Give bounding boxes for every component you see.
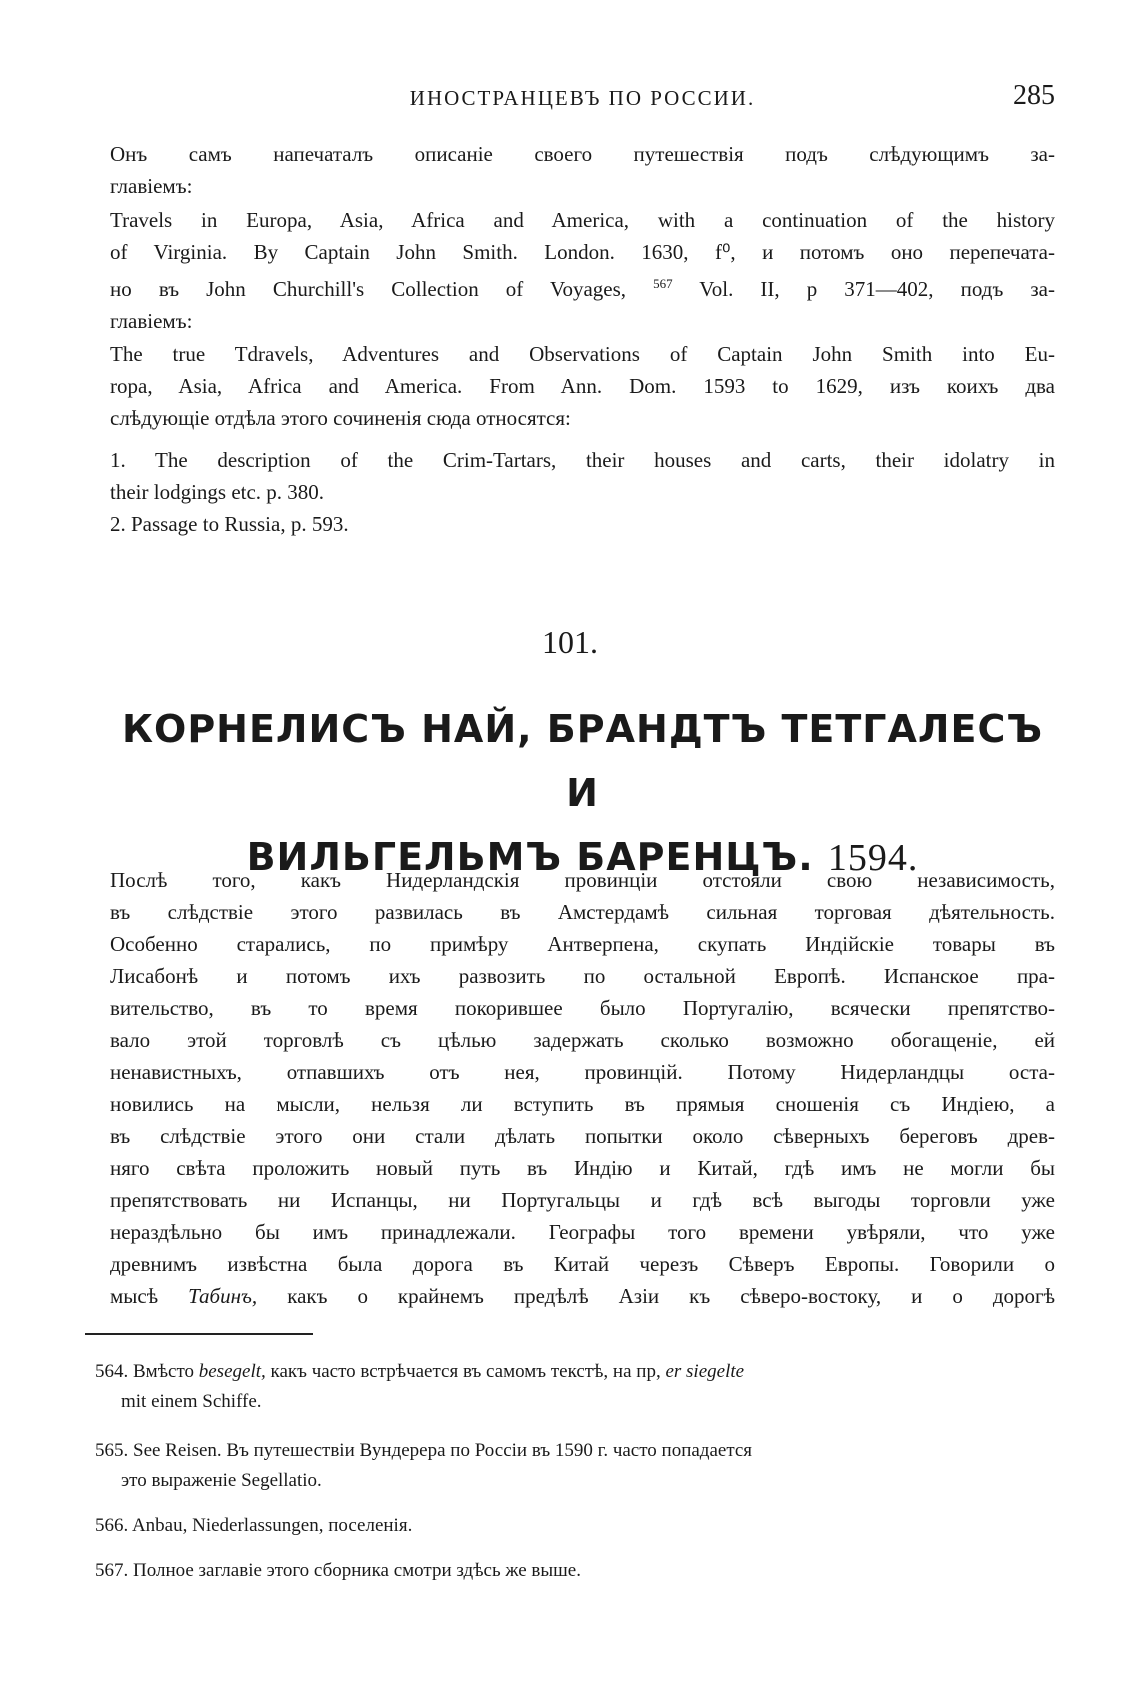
italic-term: Табинъ, <box>188 1284 258 1308</box>
section-year: 1594. <box>827 837 919 879</box>
text-line <box>110 1280 1055 1312</box>
english-title-2 <box>110 338 1055 434</box>
footnote-rule <box>85 1333 313 1335</box>
text-line: новились на мысли, нельзя ли вступить въ прямыя сношенія съ Индіею, а <box>110 1092 1055 1116</box>
footnote-line: 567. Полное заглавіе этого сборника смотри здѣсь же выше. <box>95 1560 581 1581</box>
page-header <box>110 80 1055 120</box>
text-line: ненавистныхъ, отпавшихъ отъ нея, провинцій. Потому Нидерландцы оста- <box>110 1060 1055 1084</box>
contents-list <box>110 444 1055 540</box>
text-line: вительство, въ то время покорившее было Португалію, всячески препятство- <box>110 996 1055 1020</box>
footnote-566 <box>95 1511 1055 1541</box>
text-line: ropa, Asia, Africa and America. From Ann. Dom. 1593 to 1629, изъ коихъ два <box>110 374 1055 398</box>
text-line: въ слѣдствіе этого развилась въ Амстердамѣ сильная торговая дѣятельность. <box>110 900 1055 924</box>
text-line: главіемъ: <box>110 309 193 333</box>
text-line: of Virginia. By Captain John Smith. London. 1630, f⁰, и потомъ оно перепечата- <box>110 240 1055 264</box>
section-title-names: ВИЛЬГЕЛЬМЪ БАРЕНЦЪ. <box>246 835 814 879</box>
text-line: вало этой торговлѣ съ цѣлью задержать сколько возможно обогащеніе, ей <box>110 1028 1055 1052</box>
text-line: нераздѣльно бы имъ принадлежали. Географы того времени увѣряли, что уже <box>110 1220 1055 1244</box>
text-fragment: но въ John Churchill's Collection of Voyages, <box>110 277 627 301</box>
section-title-line: КОРНЕЛИСЪ НАЙ, БРАНДТЪ ТЕТГАЛЕСЪ И <box>121 707 1044 815</box>
text-fragment: Vol. II, p 371—402, подъ за- <box>699 277 1055 301</box>
text-line <box>110 268 1055 305</box>
footnote-line: это выраженіе Segellatio. <box>121 1470 322 1491</box>
text-fragment: мысѣ <box>110 1284 159 1308</box>
text-line: слѣдующіе отдѣла этого сочиненія сюда относятся: <box>110 406 571 430</box>
footnote-line: 566. Anbau, Niederlassungen, поселенія. <box>95 1515 413 1536</box>
italic-term: besegelt, <box>198 1361 266 1382</box>
english-title-1 <box>110 204 1055 337</box>
text-line: Travels in Europa, Asia, Africa and America, with a continuation of the history <box>110 208 1055 232</box>
list-item: 1. The description of the Crim-Tartars, their houses and carts, their idolatry in <box>110 448 1055 472</box>
text-line: Послѣ того, какъ Нидерландскія провинціи отстояли свою независимость, <box>110 868 1055 892</box>
running-head: ИНОСТРАНЦЕВЪ ПО РОССИИ. <box>409 86 756 110</box>
footnote-565 <box>95 1436 1055 1496</box>
text-line: Онъ самъ напечаталъ описаніе своего путешествія подъ слѣдующимъ за- <box>110 142 1055 166</box>
footnote-line: mit einem Schiffe. <box>121 1391 262 1412</box>
footnote-line <box>95 1357 1055 1387</box>
text-fragment: какъ о крайнемъ предѣлѣ Азіи къ сѣверо-востоку, и о дорогѣ <box>287 1284 1056 1308</box>
text-line: въ слѣдствіе этого они стали дѣлать попытки около сѣверныхъ береговъ древ- <box>110 1124 1055 1148</box>
list-item: 2. Passage to Russia, p. 593. <box>110 512 349 536</box>
text-line: препятствовать ни Испанцы, ни Португальцы и гдѣ всѣ выгоды торговли уже <box>110 1188 1055 1212</box>
intro-paragraph <box>110 138 1055 202</box>
text-line: The true Tdravels, Adventures and Observations of Captain John Smith into Eu- <box>110 342 1055 366</box>
text-fragment: 564. Вмѣсто <box>95 1361 194 1382</box>
list-item-continuation: their lodgings etc. p. 380. <box>110 480 325 504</box>
italic-term: er siegelte <box>665 1361 745 1382</box>
section-title <box>110 697 1055 890</box>
text-fragment: какъ часто встрѣчается въ самомъ текстѣ, на пр, <box>270 1361 661 1382</box>
body-paragraph <box>110 864 1055 1312</box>
text-line: древнимъ извѣстна была дорога въ Китай черезъ Сѣверъ Европы. Говорили о <box>110 1252 1055 1276</box>
footnote-567 <box>95 1556 1055 1586</box>
text-line: Лисабонѣ и потомъ ихъ развозить по остальной Европѣ. Испанское пра- <box>110 964 1055 988</box>
footnote-564 <box>95 1357 1055 1417</box>
page-number: 285 <box>1013 80 1055 111</box>
text-line: главіемъ: <box>110 174 193 198</box>
section-number: 101. <box>542 624 598 660</box>
footnote-ref: 567 <box>653 276 673 291</box>
text-line: няго свѣта проложить новый путь въ Индію и Китай, гдѣ имъ не могли бы <box>110 1156 1055 1180</box>
footnote-line: 565. See Reisen. Въ путешествіи Вундерера по Россіи въ 1590 г. часто попадается <box>95 1440 753 1461</box>
text-line: Особенно старались, по примѣру Антверпена, скупать Индійскіе товары въ <box>110 932 1055 956</box>
